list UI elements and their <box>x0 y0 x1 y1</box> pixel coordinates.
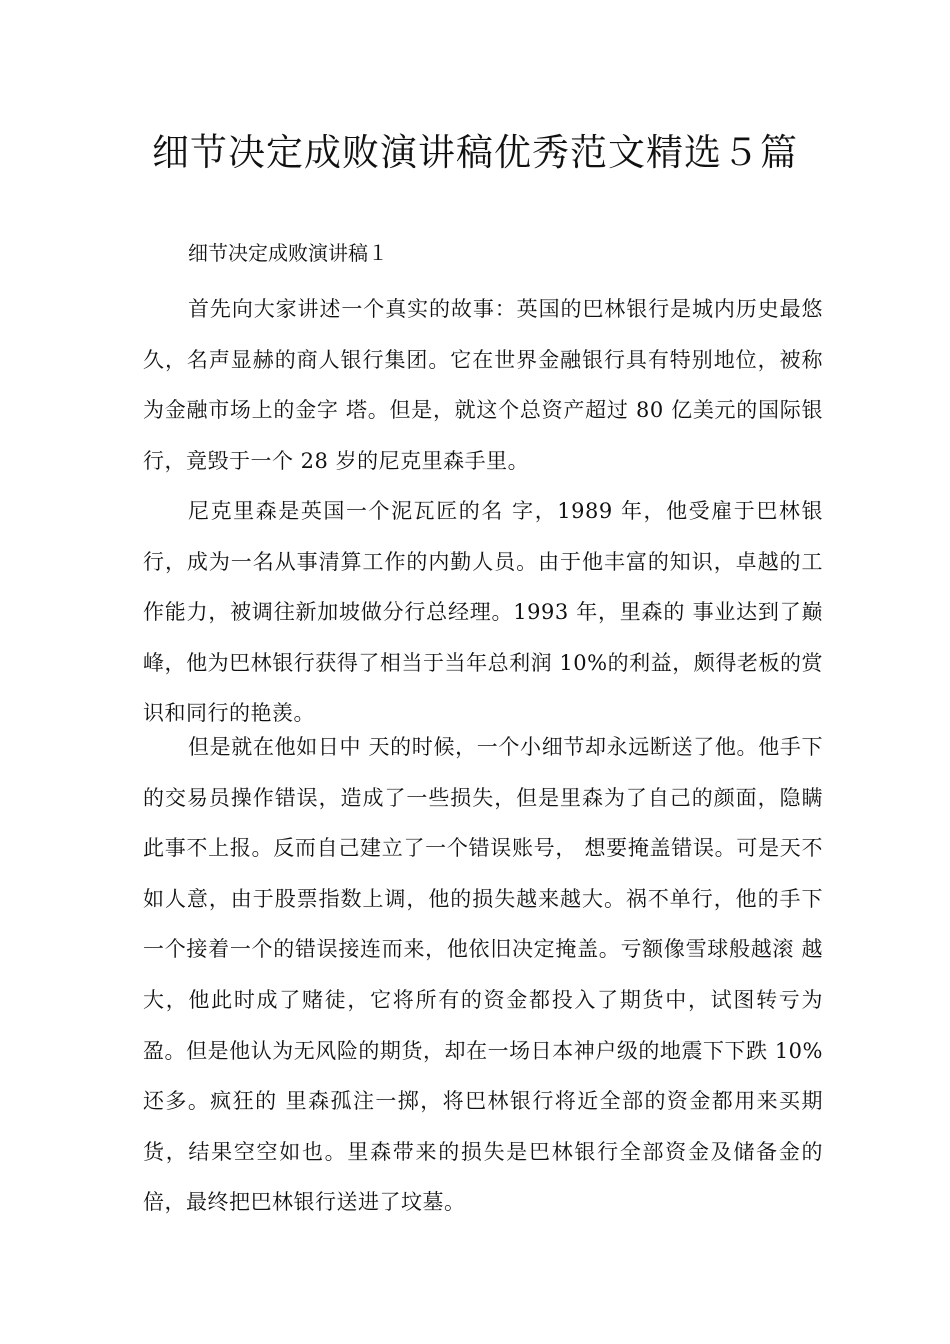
paragraph-2: 尼克里森是英国一个泥瓦匠的名 字，1989 年，他受雇于巴林银行，成为一名从事清算工作的内勤人员。由于他丰富的知识，卓越的工作能力，被调往新加坡做分行总经理。1993 年，里森的 事业达到了巅峰，他为巴林银行获得了相当于当年总利润 10%的利益，颇得老板的赏识和同行的艳羡。 <box>143 499 823 726</box>
document-title: 细节决定成败演讲稿优秀范文精选５篇 <box>152 131 798 174</box>
paragraph-3: 但是就在他如日中 天的时候，一个小细节却永远断送了他。他手下的交易员操作错误，造成了一些损失，但是里森为了自己的颜面，隐瞒此事不上报。反而自己建立了一个错误账号， 想要掩盖错误。可是天不如人意，由于股票指数上调，他的损失越来越大。祸不单行，他的手下一个接着一个的错误接连而来，他依旧决定掩盖。亏额像雪球般越滚 越大，他此时成了赌徒，它将所有的资金都投入了期货中，试图转亏为盈。但是他认为无风险的期货，却在一场日本神户级的地震下下跌 10%还多。疯狂的 里森孤注一掷，将巴林银行将近全部的资金都用来买期货，结果空空如也。里森带来的损失是巴林银行全部资金及储备金的倍，最终把巴林银行送进了坟墓。 <box>143 735 823 1215</box>
paragraph-1: 首先向大家讲述一个真实的故事：英国的巴林银行是城内历史最悠久，名声显赫的商人银行集团。它在世界金融银行具有特别地位，被称为金融市场上的金字 塔。但是，就这个总资产超过 80 亿美元的国际银行，竟毁于一个 28 岁的尼克里森手里。 <box>143 297 823 473</box>
section-heading: 细节决定成败演讲稿１ <box>188 241 388 265</box>
